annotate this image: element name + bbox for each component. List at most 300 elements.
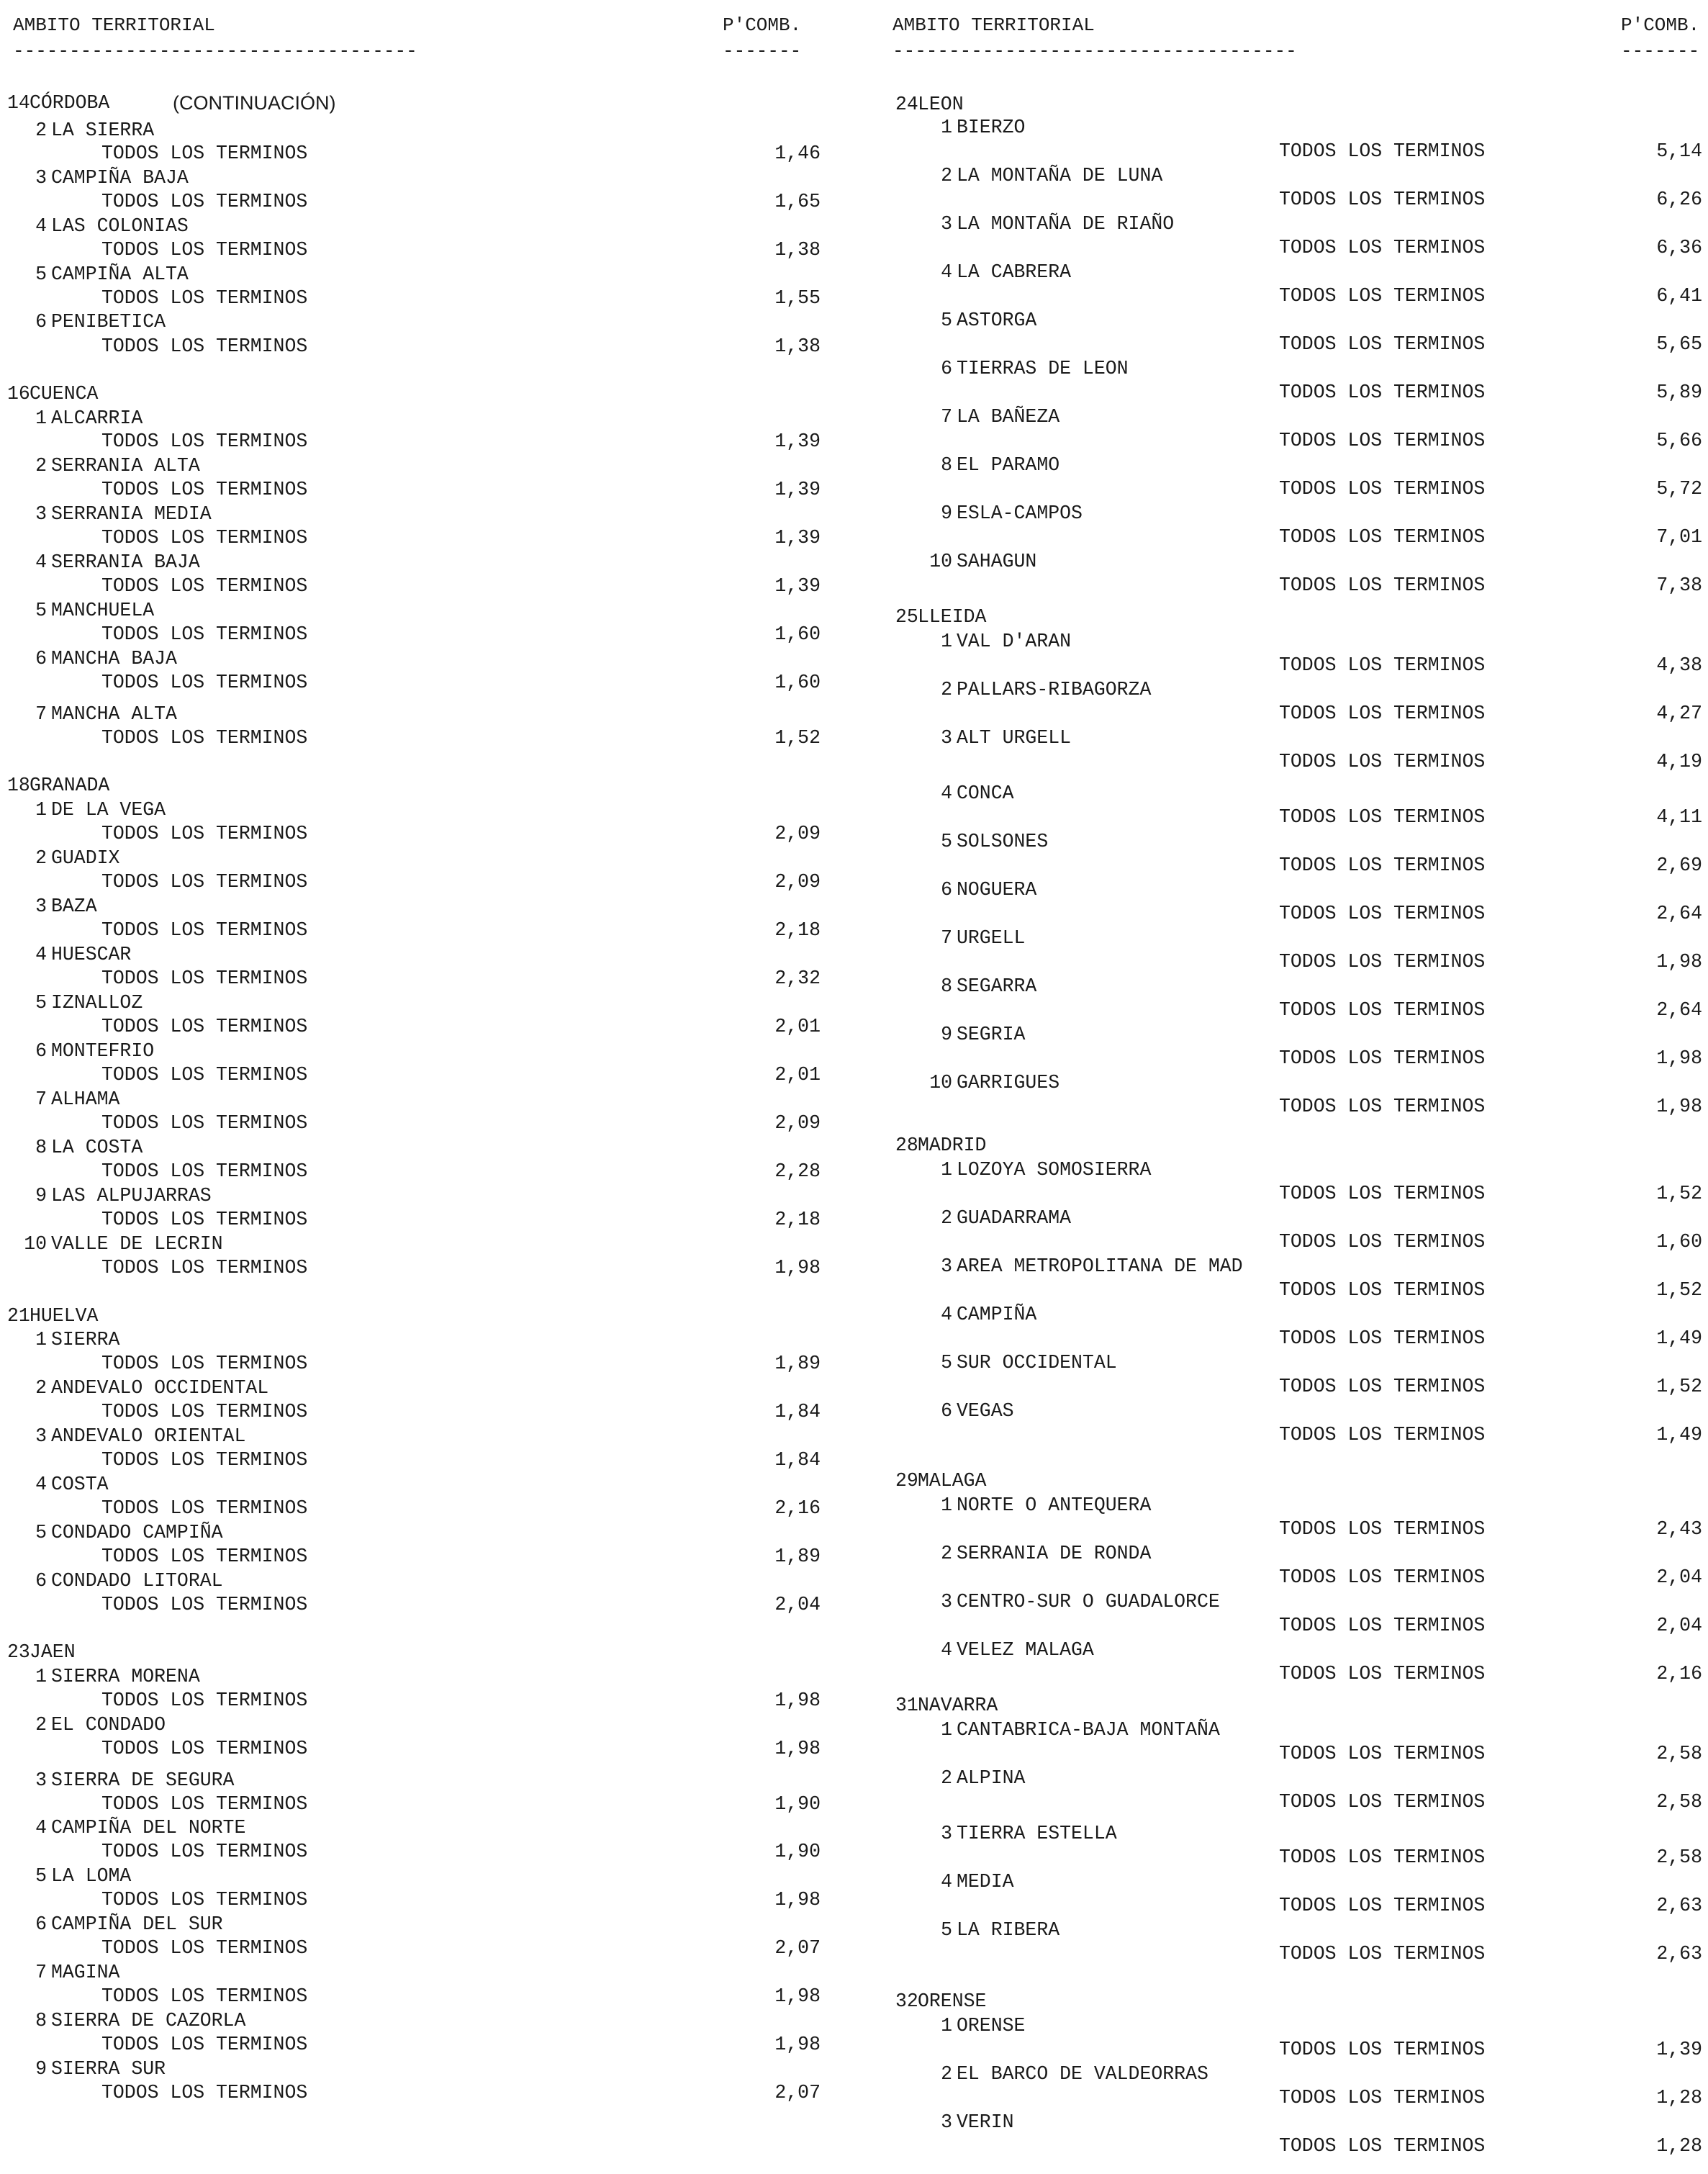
zone-row: [0, 703, 849, 725]
province-heading: [0, 775, 849, 796]
zone-number: 3: [941, 2111, 952, 2133]
term-row: [0, 1257, 849, 1278]
pcomb-value: 2,04: [774, 1594, 821, 1615]
term-row: [0, 191, 849, 212]
term-label: TODOS LOS TERMINOS: [101, 1937, 308, 1959]
zone-number: 2: [35, 847, 47, 869]
term-label: TODOS LOS TERMINOS: [1279, 1743, 1486, 1764]
term-label: TODOS LOS TERMINOS: [1279, 1231, 1486, 1253]
zone-number: 10: [24, 1233, 47, 1255]
zone-number: 5: [941, 1352, 952, 1374]
zone-number: 5: [35, 992, 47, 1014]
zone-name: SERRANIA ALTA: [51, 455, 200, 477]
zone-name: EL PARAMO: [957, 454, 1060, 476]
zone-name: MANCHA BAJA: [51, 648, 177, 669]
zone-number: 6: [35, 1913, 47, 1935]
zone-name: VALLE DE LECRIN: [51, 1233, 223, 1255]
pcomb-value: 1,52: [774, 727, 821, 749]
term-label: TODOS LOS TERMINOS: [101, 968, 308, 989]
term-row: [880, 1663, 1708, 1684]
pcomb-value: 6,41: [1656, 285, 1702, 307]
pcomb-value: 2,04: [1656, 1615, 1702, 1636]
zone-name: VEGAS: [957, 1400, 1014, 1422]
zone-row: [0, 551, 849, 573]
pcomb-value: 1,60: [1656, 1231, 1702, 1253]
term-label: TODOS LOS TERMINOS: [101, 191, 308, 212]
term-label: TODOS LOS TERMINOS: [1279, 2087, 1486, 2108]
term-label: TODOS LOS TERMINOS: [1279, 1183, 1486, 1204]
term-row: [880, 478, 1708, 500]
zone-row: [880, 2015, 1708, 2037]
pcomb-value: 2,01: [774, 1016, 821, 1037]
pcomb-value: 2,43: [1656, 1518, 1702, 1540]
term-label: TODOS LOS TERMINOS: [1279, 237, 1486, 258]
zone-name: LA MONTAÑA DE RIAÑO: [957, 213, 1175, 235]
zone-row: [880, 831, 1708, 852]
zone-name: LAS ALPUJARRAS: [51, 1185, 212, 1206]
column-title: AMBITO TERRITORIAL: [893, 14, 1095, 36]
zone-name: IZNALLOZ: [51, 992, 143, 1014]
zone-name: ALT URGELL: [957, 727, 1072, 749]
term-label: TODOS LOS TERMINOS: [1279, 1566, 1486, 1588]
pcomb-value: 1,98: [774, 1985, 821, 2007]
term-label: TODOS LOS TERMINOS: [1279, 806, 1486, 828]
term-row: [880, 806, 1708, 828]
pcomb-value: 4,38: [1656, 654, 1702, 676]
zone-name: SEGARRA: [957, 975, 1037, 997]
zone-number: 3: [35, 1425, 47, 1447]
province-name: LLEIDA: [918, 606, 987, 628]
term-label: TODOS LOS TERMINOS: [1279, 1279, 1486, 1301]
zone-row: [0, 311, 849, 333]
pcomb-value: 1,28: [1656, 2135, 1702, 2157]
term-row: [880, 1566, 1708, 1588]
pcomb-value: 1,52: [1656, 1183, 1702, 1204]
zone-number: 6: [35, 1040, 47, 1062]
term-row: [880, 189, 1708, 210]
pcomb-value: 1,98: [1656, 1047, 1702, 1069]
zone-number: 1: [941, 1494, 952, 1516]
pcomb-value: 1,52: [1656, 1279, 1702, 1301]
term-row: [0, 143, 849, 164]
zone-number: 1: [35, 407, 47, 429]
zone-name: ESLA-CAMPOS: [957, 502, 1083, 524]
term-row: [880, 1279, 1708, 1301]
province-heading: [880, 1695, 1708, 1716]
zone-name: MONTEFRIO: [51, 1040, 155, 1062]
pcomb-value: 1,98: [1656, 1096, 1702, 1117]
zone-name: CAMPIÑA DEL NORTE: [51, 1817, 246, 1839]
pcomb-value: 1,38: [774, 239, 821, 261]
zone-number: 7: [941, 927, 952, 949]
pcomb-value: 6,26: [1656, 189, 1702, 210]
zone-name: ORENSE: [957, 2015, 1026, 2037]
zone-number: 1: [941, 1159, 952, 1181]
zone-number: 9: [35, 2058, 47, 2080]
term-label: TODOS LOS TERMINOS: [101, 1793, 308, 1815]
zone-row: [0, 1040, 849, 1062]
zone-number: 3: [35, 1769, 47, 1791]
zone-name: SIERRA DE CAZORLA: [51, 2010, 246, 2031]
zone-name: LA COSTA: [51, 1137, 143, 1158]
term-label: TODOS LOS TERMINOS: [101, 430, 308, 452]
term-label: TODOS LOS TERMINOS: [1279, 751, 1486, 772]
term-label: TODOS LOS TERMINOS: [101, 727, 308, 749]
zone-name: CANTABRICA-BAJA MONTAÑA: [957, 1719, 1220, 1741]
term-label: TODOS LOS TERMINOS: [101, 1738, 308, 1759]
zone-number: 5: [35, 1522, 47, 1543]
zone-number: 10: [929, 1072, 952, 1093]
term-row: [0, 623, 849, 645]
zone-row: [0, 167, 849, 189]
pcomb-value: 2,63: [1656, 1943, 1702, 1965]
term-label: TODOS LOS TERMINOS: [101, 823, 308, 844]
term-row: [0, 1449, 849, 1471]
zone-number: 5: [35, 263, 47, 285]
province-code: 25: [895, 606, 918, 628]
zone-row: [880, 927, 1708, 949]
term-row: [0, 430, 849, 452]
pcomb-value: 1,60: [774, 672, 821, 693]
zone-row: [0, 1088, 849, 1110]
province-code: 18: [7, 775, 30, 796]
zone-number: 6: [941, 358, 952, 379]
term-row: [880, 1791, 1708, 1813]
term-row: [880, 333, 1708, 355]
pcomb-value: 1,39: [774, 430, 821, 452]
pcomb-value: 2,09: [774, 823, 821, 844]
pcomb-value: 1,84: [774, 1449, 821, 1471]
zone-name: CONDADO LITORAL: [51, 1570, 223, 1592]
term-label: TODOS LOS TERMINOS: [101, 1449, 308, 1471]
zone-number: 5: [941, 310, 952, 331]
zone-name: VELEZ MALAGA: [957, 1639, 1094, 1661]
zone-row: [880, 1400, 1708, 1422]
term-row: [880, 1846, 1708, 1868]
term-label: TODOS LOS TERMINOS: [101, 1889, 308, 1911]
zone-number: 4: [35, 1474, 47, 1495]
zone-number: 2: [941, 1543, 952, 1564]
pcomb-value: 5,89: [1656, 382, 1702, 403]
term-label: TODOS LOS TERMINOS: [1279, 333, 1486, 355]
pcomb-value: 1,55: [774, 287, 821, 309]
zone-number: 5: [35, 1865, 47, 1887]
zone-row: [880, 679, 1708, 700]
zone-name: GUADIX: [51, 847, 120, 869]
pcomb-value: 2,04: [1656, 1566, 1702, 1588]
zone-number: 6: [35, 1570, 47, 1592]
zone-name: NORTE O ANTEQUERA: [957, 1494, 1152, 1516]
zone-name: LA RIBERA: [957, 1919, 1060, 1941]
zone-row: [880, 2111, 1708, 2133]
zone-number: 2: [941, 2063, 952, 2085]
zone-name: EL CONDADO: [51, 1714, 166, 1736]
zone-row: [880, 1543, 1708, 1564]
term-label: TODOS LOS TERMINOS: [101, 2034, 308, 2055]
zone-name: SOLSONES: [957, 831, 1049, 852]
pcomb-value: 2,58: [1656, 1743, 1702, 1764]
zone-row: [880, 1871, 1708, 1893]
zone-row: [0, 799, 849, 821]
zone-number: 9: [941, 1024, 952, 1045]
term-row: [880, 1518, 1708, 1540]
zone-number: 1: [35, 1329, 47, 1350]
term-label: TODOS LOS TERMINOS: [101, 575, 308, 597]
term-label: TODOS LOS TERMINOS: [1279, 903, 1486, 924]
zone-name: LOZOYA SOMOSIERRA: [957, 1159, 1152, 1181]
zone-number: 7: [941, 406, 952, 428]
zone-row: [880, 406, 1708, 428]
province-heading: [0, 92, 849, 114]
pcomb-value: 7,01: [1656, 526, 1702, 548]
zone-row: [0, 1137, 849, 1158]
term-row: [880, 999, 1708, 1021]
zone-name: LA SIERRA: [51, 119, 155, 141]
zone-number: 3: [941, 1823, 952, 1844]
pcomb-value: 1,39: [774, 527, 821, 549]
term-row: [880, 237, 1708, 258]
term-row: [0, 1793, 849, 1815]
term-label: TODOS LOS TERMINOS: [1279, 1518, 1486, 1540]
zone-row: [880, 1304, 1708, 1325]
pcomb-value: 1,38: [774, 335, 821, 357]
zone-row: [0, 1817, 849, 1839]
term-label: TODOS LOS TERMINOS: [1279, 1096, 1486, 1117]
zone-row: [880, 782, 1708, 804]
term-row: [0, 287, 849, 309]
pcomb-value: 1,89: [774, 1353, 821, 1374]
pcomb-value: 1,90: [774, 1793, 821, 1815]
province-name: CUENCA: [30, 383, 99, 405]
pcomb-header: P'COMB.: [723, 14, 802, 36]
zone-number: 6: [941, 1400, 952, 1422]
zone-number: 4: [35, 215, 47, 237]
zone-name: SERRANIA BAJA: [51, 551, 200, 573]
zone-row: [880, 1719, 1708, 1741]
zone-name: MAGINA: [51, 1962, 120, 1983]
zone-number: 2: [941, 1207, 952, 1229]
term-label: TODOS LOS TERMINOS: [101, 479, 308, 500]
term-label: TODOS LOS TERMINOS: [101, 672, 308, 693]
zone-row: [0, 1474, 849, 1495]
column-title: AMBITO TERRITORIAL: [13, 14, 215, 36]
term-row: [0, 1401, 849, 1422]
term-label: TODOS LOS TERMINOS: [101, 1985, 308, 2007]
zone-number: 7: [35, 1088, 47, 1110]
zone-row: [880, 1255, 1708, 1277]
term-row: [0, 1546, 849, 1567]
zone-name: CAMPIÑA ALTA: [51, 263, 189, 285]
zone-row: [0, 455, 849, 477]
zone-row: [880, 727, 1708, 749]
pcomb-underline: -------: [1621, 40, 1700, 62]
province-code: 32: [895, 1990, 918, 2012]
zone-number: 7: [35, 1962, 47, 1983]
zone-name: LAS COLONIAS: [51, 215, 189, 237]
term-label: TODOS LOS TERMINOS: [1279, 1943, 1486, 1965]
zone-row: [0, 1377, 849, 1399]
pcomb-value: 1,98: [774, 1889, 821, 1911]
province-code: 21: [7, 1305, 30, 1327]
term-row: [0, 1594, 849, 1615]
term-row: [0, 2082, 849, 2103]
term-label: TODOS LOS TERMINOS: [101, 1112, 308, 1134]
term-row: [0, 1738, 849, 1759]
pcomb-value: 2,16: [774, 1497, 821, 1519]
province-heading: [880, 1470, 1708, 1492]
term-row: [0, 1160, 849, 1182]
term-row: [0, 2034, 849, 2055]
zone-row: [0, 1714, 849, 1736]
province-code: 24: [895, 94, 918, 115]
zone-name: SAHAGUN: [957, 551, 1037, 572]
pcomb-value: 1,98: [774, 1257, 821, 1278]
zone-name: LA CABRERA: [957, 261, 1072, 283]
term-label: TODOS LOS TERMINOS: [1279, 1663, 1486, 1684]
zone-number: 8: [35, 1137, 47, 1158]
term-label: TODOS LOS TERMINOS: [101, 1160, 308, 1182]
province-name: ORENSE: [918, 1990, 987, 2012]
pcomb-value: 2,69: [1656, 854, 1702, 876]
term-row: [880, 1183, 1708, 1204]
term-row: [880, 2135, 1708, 2157]
pcomb-value: 5,65: [1656, 333, 1702, 355]
term-row: [880, 1376, 1708, 1397]
pcomb-value: 1,65: [774, 191, 821, 212]
province-heading: [880, 94, 1708, 115]
term-row: [880, 1047, 1708, 1069]
term-row: [880, 1231, 1708, 1253]
pcomb-header: P'COMB.: [1621, 14, 1700, 36]
header-underline: ------------------------------------: [893, 40, 1297, 62]
term-label: TODOS LOS TERMINOS: [1279, 430, 1486, 451]
pcomb-value: 1,89: [774, 1546, 821, 1567]
term-row: [880, 1096, 1708, 1117]
pcomb-value: 1,46: [774, 143, 821, 164]
term-row: [0, 968, 849, 989]
zone-number: 9: [941, 502, 952, 524]
zone-row: [880, 213, 1708, 235]
zone-name: VERIN: [957, 2111, 1014, 2133]
pcomb-value: 1,98: [1656, 951, 1702, 973]
zone-number: 1: [941, 2015, 952, 2037]
pcomb-value: 2,07: [774, 2082, 821, 2103]
zone-number: 7: [35, 703, 47, 725]
zone-row: [0, 263, 849, 285]
pcomb-value: 2,07: [774, 1937, 821, 1959]
province-heading: [0, 1641, 849, 1663]
zone-row: [0, 1865, 849, 1887]
province-name: LEON: [918, 94, 964, 115]
zone-name: HUESCAR: [51, 944, 132, 965]
zone-row: [880, 631, 1708, 652]
term-label: TODOS LOS TERMINOS: [101, 287, 308, 309]
zone-name: CAMPIÑA BAJA: [51, 167, 189, 189]
pcomb-value: 1,49: [1656, 1327, 1702, 1349]
term-row: [0, 1985, 849, 2007]
term-row: [880, 951, 1708, 973]
zone-number: 3: [941, 213, 952, 235]
term-label: TODOS LOS TERMINOS: [101, 1209, 308, 1230]
province-code: 28: [895, 1135, 918, 1156]
zone-number: 4: [35, 1817, 47, 1839]
zone-number: 5: [941, 831, 952, 852]
term-label: TODOS LOS TERMINOS: [101, 1401, 308, 1422]
zone-name: MANCHA ALTA: [51, 703, 177, 725]
zone-number: 4: [941, 261, 952, 283]
term-row: [880, 1424, 1708, 1445]
zone-row: [0, 1769, 849, 1791]
zone-number: 1: [941, 1719, 952, 1741]
pcomb-value: 1,49: [1656, 1424, 1702, 1445]
term-label: TODOS LOS TERMINOS: [101, 871, 308, 893]
term-row: [0, 1841, 849, 1862]
term-label: TODOS LOS TERMINOS: [101, 919, 308, 941]
term-row: [880, 285, 1708, 307]
zone-number: 2: [35, 1377, 47, 1399]
term-label: TODOS LOS TERMINOS: [1279, 951, 1486, 973]
term-label: TODOS LOS TERMINOS: [101, 1594, 308, 1615]
pcomb-value: 2,09: [774, 1112, 821, 1134]
term-label: TODOS LOS TERMINOS: [1279, 703, 1486, 724]
zone-number: 8: [941, 975, 952, 997]
pcomb-value: 2,18: [774, 919, 821, 941]
pcomb-value: 5,66: [1656, 430, 1702, 451]
zone-row: [880, 1352, 1708, 1374]
term-row: [880, 526, 1708, 548]
zone-number: 5: [941, 1919, 952, 1941]
zone-name: BIERZO: [957, 117, 1026, 138]
zone-name: AREA METROPOLITANA DE MAD: [957, 1255, 1243, 1277]
term-row: [880, 574, 1708, 596]
term-row: [0, 871, 849, 893]
term-row: [0, 1016, 849, 1037]
pcomb-value: 2,63: [1656, 1895, 1702, 1916]
term-row: [0, 575, 849, 597]
term-label: TODOS LOS TERMINOS: [1279, 140, 1486, 162]
zone-row: [0, 1185, 849, 1206]
term-label: TODOS LOS TERMINOS: [1279, 574, 1486, 596]
term-label: TODOS LOS TERMINOS: [1279, 654, 1486, 676]
zone-row: [0, 944, 849, 965]
zone-name: SIERRA DE SEGURA: [51, 1769, 235, 1791]
province-heading: [880, 606, 1708, 628]
zone-row: [880, 879, 1708, 901]
zone-name: ALCARRIA: [51, 407, 143, 429]
province-code: 29: [895, 1470, 918, 1492]
pcomb-value: 4,11: [1656, 806, 1702, 828]
zone-row: [880, 1591, 1708, 1613]
zone-name: ALHAMA: [51, 1088, 120, 1110]
term-label: TODOS LOS TERMINOS: [101, 527, 308, 549]
zone-number: 2: [35, 119, 47, 141]
zone-number: 3: [941, 727, 952, 749]
zone-name: PALLARS-RIBAGORZA: [957, 679, 1152, 700]
pcomb-value: 1,39: [1656, 2039, 1702, 2060]
pcomb-value: 1,90: [774, 1841, 821, 1862]
province-code: 14: [7, 92, 30, 114]
zone-name: SUR OCCIDENTAL: [957, 1352, 1117, 1374]
zone-name: SERRANIA MEDIA: [51, 503, 212, 525]
term-label: TODOS LOS TERMINOS: [101, 1841, 308, 1862]
zone-number: 9: [35, 1185, 47, 1206]
term-label: TODOS LOS TERMINOS: [101, 1016, 308, 1037]
zone-name: TIERRAS DE LEON: [957, 358, 1129, 379]
pcomb-value: 1,98: [774, 2034, 821, 2055]
zone-name: PENIBETICA: [51, 311, 166, 333]
pcomb-value: 7,38: [1656, 574, 1702, 596]
term-row: [880, 1327, 1708, 1349]
